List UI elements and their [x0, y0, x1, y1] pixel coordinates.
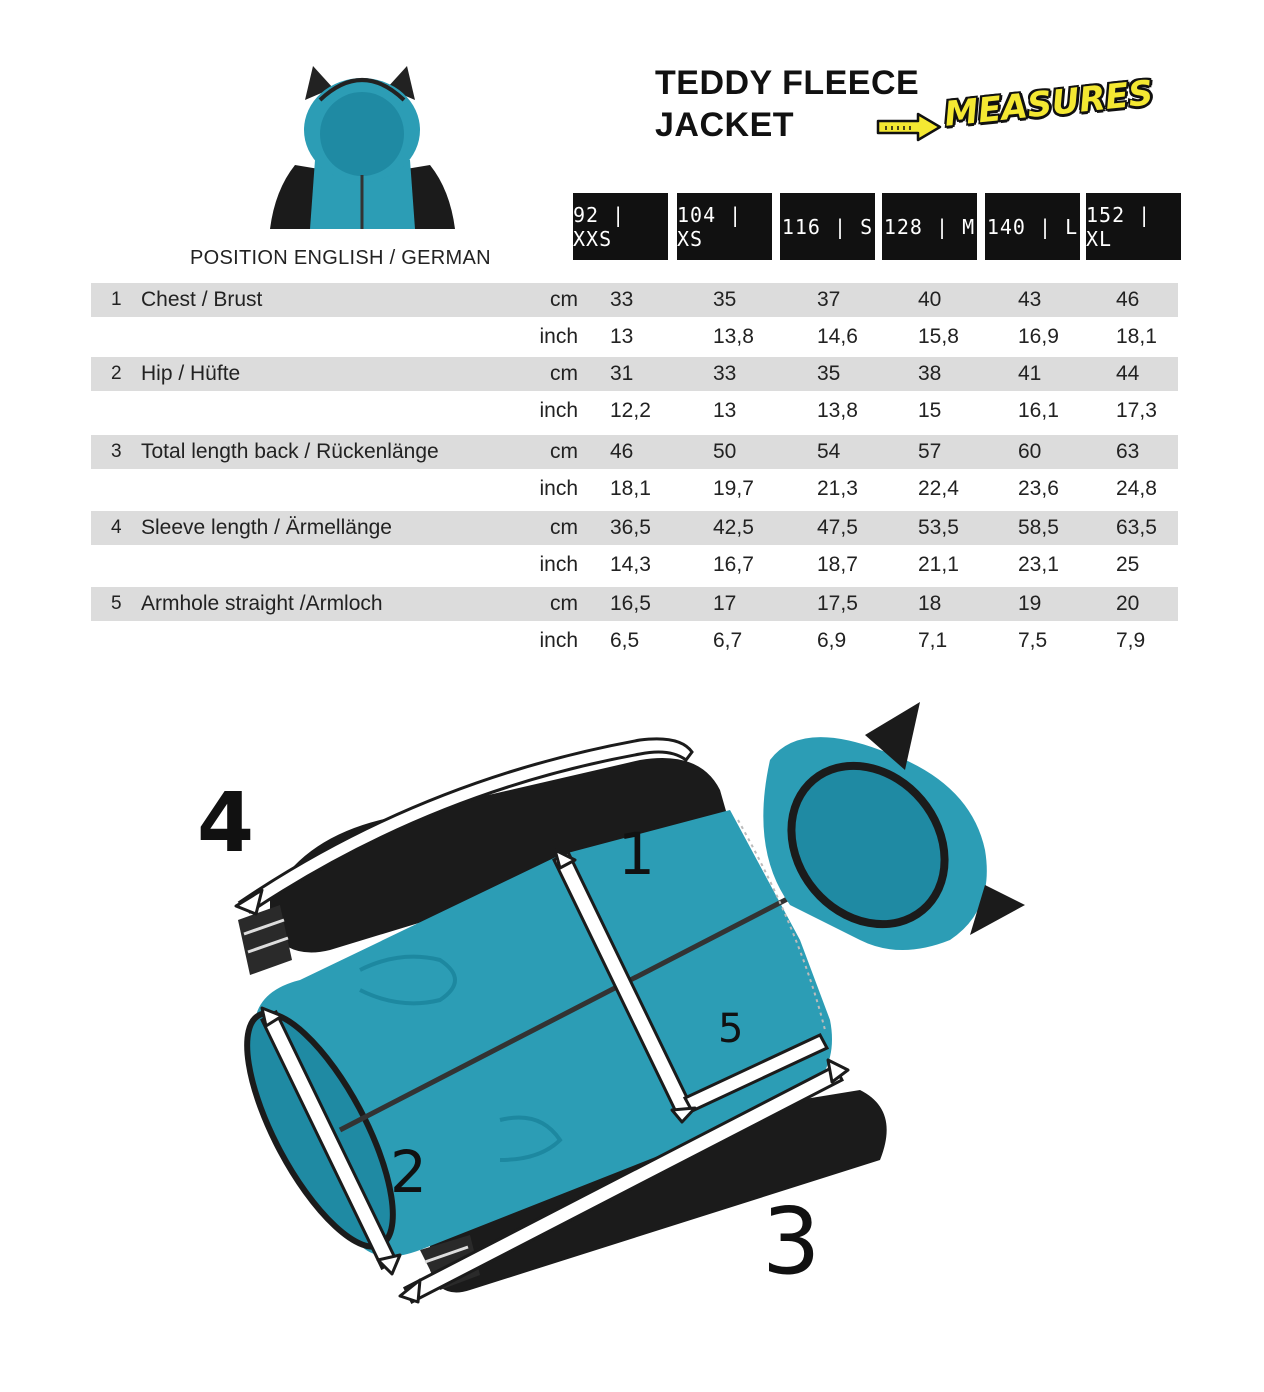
marker-4: 4 — [197, 776, 255, 871]
table-cell: 16,1 — [1018, 399, 1059, 422]
position-number: 4 — [111, 517, 122, 538]
position-label: Sleeve length / Ärmellänge — [141, 516, 392, 539]
position-label: Total length back / Rückenlänge — [141, 440, 439, 463]
table-cell: 6,5 — [610, 629, 640, 652]
position-number: 5 — [111, 593, 122, 614]
measures-badge: MEASURES — [942, 73, 1155, 135]
position-label: Hip / Hüfte — [141, 362, 241, 385]
table-row — [91, 548, 1178, 582]
table-cell: 40 — [918, 288, 942, 311]
table-cell: 17,3 — [1116, 399, 1157, 422]
table-cell: 22,4 — [918, 477, 959, 500]
table-cell: 15,8 — [918, 325, 959, 348]
table-cell: 53,5 — [918, 516, 959, 539]
table-cell: 44 — [1116, 362, 1140, 385]
table-cell: 38 — [918, 362, 942, 385]
table-cell: 13 — [610, 325, 634, 348]
table-cell: 7,5 — [1018, 629, 1048, 652]
table-cell: 18,1 — [610, 477, 651, 500]
table-cell: 23,6 — [1018, 477, 1059, 500]
size-header-5: 152 | XL — [1086, 193, 1181, 260]
table-cell: 43 — [1018, 288, 1042, 311]
table-cell: 46 — [1116, 288, 1140, 311]
unit-label: inch — [539, 399, 578, 422]
table-cell: 16,9 — [1018, 325, 1059, 348]
table-cell: 13,8 — [713, 325, 754, 348]
jacket-diagram — [0, 690, 1264, 1392]
table-cell: 41 — [1018, 362, 1042, 385]
table-cell: 6,9 — [817, 629, 847, 652]
table-cell: 33 — [713, 362, 737, 385]
unit-label: cm — [550, 516, 578, 539]
table-cell: 18 — [918, 592, 942, 615]
table-cell: 6,7 — [713, 629, 743, 652]
table-row — [91, 394, 1178, 428]
table-cell: 60 — [1018, 440, 1042, 463]
table-cell: 25 — [1116, 553, 1140, 576]
measures-arrow-icon — [876, 112, 942, 142]
table-row — [91, 587, 1178, 621]
size-header-4: 140 | L — [985, 193, 1080, 260]
table-cell: 16,7 — [713, 553, 754, 576]
unit-label: cm — [550, 592, 578, 615]
size-header-3: 128 | M — [882, 193, 977, 260]
table-row — [91, 357, 1178, 391]
marker-1: 1 — [618, 820, 655, 888]
table-cell: 57 — [918, 440, 942, 463]
table-row — [91, 624, 1178, 658]
position-column-label: POSITION ENGLISH / GERMAN — [190, 247, 491, 269]
table-cell: 58,5 — [1018, 516, 1059, 539]
marker-2: 2 — [390, 1138, 427, 1206]
table-cell: 21,3 — [817, 477, 858, 500]
table-cell: 18,7 — [817, 553, 858, 576]
table-cell: 63 — [1116, 440, 1140, 463]
table-cell: 7,9 — [1116, 629, 1146, 652]
table-cell: 16,5 — [610, 592, 651, 615]
table-cell: 37 — [817, 288, 841, 311]
table-cell: 47,5 — [817, 516, 858, 539]
table-cell: 33 — [610, 288, 634, 311]
table-cell: 50 — [713, 440, 737, 463]
table-cell: 42,5 — [713, 516, 754, 539]
table-cell: 12,2 — [610, 399, 651, 422]
marker-3: 3 — [762, 1188, 821, 1295]
table-cell: 15 — [918, 399, 942, 422]
title-line-1: TEDDY FLEECE — [655, 64, 920, 102]
table-cell: 31 — [610, 362, 634, 385]
table-cell: 63,5 — [1116, 516, 1157, 539]
table-cell: 13,8 — [817, 399, 858, 422]
table-cell: 36,5 — [610, 516, 651, 539]
table-cell: 18,1 — [1116, 325, 1157, 348]
table-cell: 7,1 — [918, 629, 948, 652]
table-cell: 17 — [713, 592, 737, 615]
unit-label: inch — [539, 629, 578, 652]
unit-label: cm — [550, 362, 578, 385]
unit-label: inch — [539, 477, 578, 500]
table-cell: 19 — [1018, 592, 1042, 615]
table-cell: 46 — [610, 440, 634, 463]
table-cell: 24,8 — [1116, 477, 1157, 500]
unit-label: cm — [550, 288, 578, 311]
size-header-1: 104 | XS — [677, 193, 772, 260]
table-cell: 21,1 — [918, 553, 959, 576]
table-row — [91, 320, 1178, 354]
table-cell: 35 — [817, 362, 841, 385]
unit-label: cm — [550, 440, 578, 463]
jacket-thumbnail — [265, 60, 460, 230]
table-cell: 23,1 — [1018, 553, 1059, 576]
size-header-0: 92 | XXS — [573, 193, 668, 260]
table-cell: 17,5 — [817, 592, 858, 615]
position-number: 1 — [111, 289, 122, 310]
position-number: 3 — [111, 441, 122, 462]
table-row — [91, 283, 1178, 317]
table-row — [91, 435, 1178, 469]
table-cell: 35 — [713, 288, 737, 311]
table-row — [91, 511, 1178, 545]
table-row — [91, 472, 1178, 506]
unit-label: inch — [539, 325, 578, 348]
unit-label: inch — [539, 553, 578, 576]
position-label: Armhole straight /Armloch — [141, 592, 383, 615]
size-header-2: 116 | S — [780, 193, 875, 260]
table-cell: 13 — [713, 399, 737, 422]
table-cell: 54 — [817, 440, 841, 463]
table-cell: 14,3 — [610, 553, 651, 576]
table-cell: 19,7 — [713, 477, 754, 500]
table-cell: 20 — [1116, 592, 1140, 615]
position-label: Chest / Brust — [141, 288, 263, 311]
position-number: 2 — [111, 363, 122, 384]
table-cell: 14,6 — [817, 325, 858, 348]
marker-5: 5 — [718, 1006, 744, 1052]
title-line-2: JACKET — [655, 106, 795, 144]
